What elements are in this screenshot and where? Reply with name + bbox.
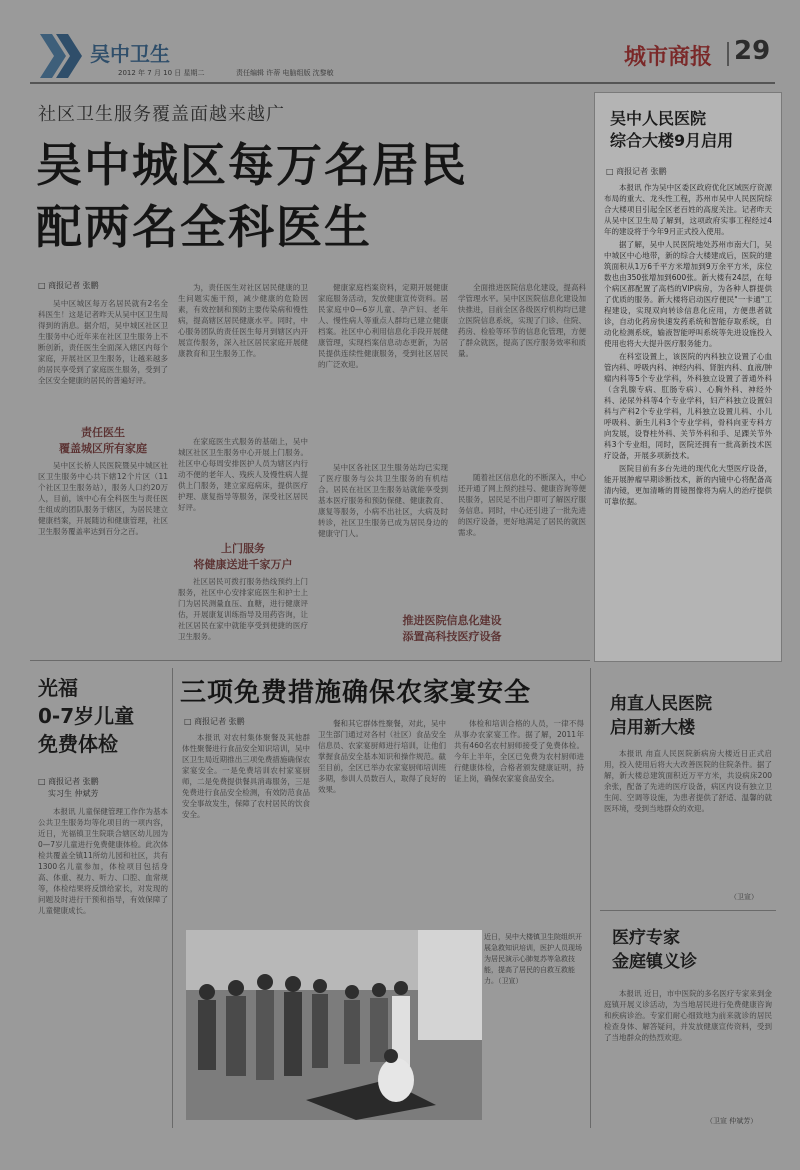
featured-text-p2: 据了解，吴中人民医院地处苏州市南大门，吴中城区中心地带，新的综合大楼建成后，医院的建筑面积从1万6千平方米增加到9万余平方米，床位数也由350张增加到600张。新大楼有24层，在每个病区都配置了高档的VIP病房，为各种人群提供了优质的服务。新大楼将启动医疗便民"一卡通"工程建设，实现双向转诊信息化应用，方便患者就诊，自动化药房快速发药系统和智能存取系统，自动化检测系统，输液智能呼叫系统等先进设施投入使用也将大大提升医疗服务能力。 bbox=[604, 240, 772, 348]
nj-col3-text: 体检和培训合格的人员，一律不得从事办农家宴工作。据了解，2011年共有460名农村厨师接受了免费体检。今年上半年，全区已免费为农村厨师进行健康体检，合格者颁发健康证明，持证上岗，确保农家宴食品安全。 bbox=[454, 719, 584, 783]
lead-subhead-2-line1: 上门服务 bbox=[221, 542, 265, 555]
lz-title-line1: 甪直人民医院 bbox=[610, 694, 712, 714]
gf-title-line1: 光福 bbox=[38, 676, 78, 700]
jt-credit: （卫宣 仲斌芳） bbox=[706, 1117, 758, 1125]
nj-col1-text: 本报讯 对农村集体聚餐及其他群体性聚餐进行食品安全知识培训，吴中区卫生局近期推出三项免费措施确保农家宴安全。一是免费培训农村家宴厨师，二是免费提供餐具消毒服务，三是免费进行食品安全检测，有效防范食品安全事故发生，保障了农村居民的饮食安全。 bbox=[182, 733, 310, 819]
featured-body bbox=[604, 182, 772, 652]
jt-title-line2: 金庭镇义诊 bbox=[612, 952, 697, 972]
page-number: 29 bbox=[734, 36, 771, 66]
gf-byline1-text: 商报记者 张鹏 bbox=[48, 777, 99, 786]
lead-headline-line2: 配两名全科医生 bbox=[36, 200, 372, 254]
lead-subhead-2-line2: 将健康送进千家万户 bbox=[193, 558, 293, 571]
nj-byline: □ 商报记者 张鹏 bbox=[184, 717, 245, 726]
featured-text-p4: 医院目前有多台先进的现代化大型医疗设备，能开展肿瘤早期诊断技术，新的内镜中心将配备高清内镜，更加清晰的胃镜图像将为病人的治疗提供可靠依据。 bbox=[604, 464, 772, 506]
lead-byline: □ 商报记者 张鹏 bbox=[38, 281, 99, 290]
lead-col4-p1 bbox=[458, 282, 586, 468]
jt-body bbox=[604, 988, 772, 1114]
lead-col2-p1 bbox=[178, 282, 308, 432]
lead-col4-text2: 随着社区信息化的不断深入，中心还开通了网上预约挂号、健康咨询等便民服务，居民足不出户即可了解医疗服务信息。同时，中心还引进了一批先进的医疗设备，更好地满足了居民的就医需求。 bbox=[458, 473, 586, 537]
lead-byline-text: 商报记者 张鹏 bbox=[48, 281, 99, 290]
photo-caption: 近日，吴中大楼镇卫生院组织开展急救知识培训，医护人员现场为居民演示心肺复苏等急救技能，提高了居民的自救互救能力。（卫宣） bbox=[484, 933, 582, 985]
lz-title-line2: 启用新大楼 bbox=[610, 718, 695, 738]
gf-byline2: 实习生 仲斌芳 bbox=[48, 789, 99, 798]
featured-byline-text: 商报记者 张鹏 bbox=[616, 167, 667, 176]
gf-byline1: □ 商报记者 张鹏 bbox=[38, 777, 99, 786]
photo-scene-icon bbox=[186, 930, 482, 1120]
lz-credit: （卫宣） bbox=[730, 893, 758, 901]
featured-text-p1: 本报讯 作为吴中区委区政府优化区域医疗资源布局的重大、龙头性工程，苏州市吴中人民医院综合大楼项目引起全区老百姓的高度关注。记者昨天从吴中区卫生局了解到，这项政府实事工程经过4年的建设将于今年9月正式投入使用。 bbox=[604, 183, 772, 236]
paper-name: 城市商报 bbox=[624, 44, 713, 70]
date-line: 2012 年 7 月 10 日 星期二 bbox=[118, 69, 205, 77]
lead-col1-p1 bbox=[38, 298, 168, 414]
editor-line: 责任编辑 许蒂 电脑组版 沈黎敏 bbox=[236, 69, 334, 77]
lead-col2-text3: 社区居民可拨打服务热线预约上门服务，社区中心安排家庭医生和护士上门为居民测量血压、血糖，进行健康评估，开展康复训练指导及用药咨询，让社区居民在家中就能享受到便捷的医疗卫生服务。 bbox=[178, 577, 308, 641]
lz-text: 本报讯 甪直人民医院新病房大楼近日正式启用，投入使用后将大大改善医院的住院条件。据了解，新大楼总建筑面积近万平方米，共设病床200余张，配备了先进的医疗设备，病区内设有独立卫生间、空调等设施，为患者提供了舒适、温馨的就医环境，受到当地群众的欢迎。 bbox=[604, 749, 772, 813]
nj-byline-text: 商报记者 张鹏 bbox=[194, 717, 245, 726]
lead-col3-text: 健康家庭档案资料，定期开展健康家庭服务活动，发放健康宣传资料。居民家庭中0—6岁儿童、孕产妇、老年人、慢性病人等重点人群均已建立健康档案。社区中心利用信息化手段开展健康管理，实现档案信息动态更新，为居民提供连续性健康服务，受到社区居民的广泛欢迎。 bbox=[318, 283, 448, 369]
lead-col3-p2 bbox=[318, 462, 448, 612]
nj-col1 bbox=[182, 732, 310, 918]
featured-text-p3: 在科室设置上，该医院的内科独立设置了心血管内科、呼吸内科、神经内科、肾脏内科、血液/肿瘤内科等5个专业学科，外科独立设置了普通外科（含乳腺专病、肛肠专病）、心胸外科、神经外科、泌尿外科等4个专业学科，妇产科独立设置妇科与产科2个专业学科，儿科独立设置儿科、小儿呼吸科、新生儿科3个专业学科，骨科向亚专科方向发展，设脊柱外科、关节外科和手、足踝关节外科3个专业组，同时，医院还拥有一批高新技术医疗设备，开展多项新技术。 bbox=[604, 352, 772, 460]
lead-subhead-1-line2: 覆盖城区所有家庭 bbox=[59, 442, 147, 455]
lead-col4-text: 全面推进医院信息化建设，提高科学管理水平。吴中区医院信息化建设加快推进，目前全区各级医疗机构均已建立医院信息系统，实现了门诊、住院、药房、检验等环节的信息化管理，方便了群众就医，提高了医疗服务效率和质量。 bbox=[458, 283, 586, 358]
lead-subhead-3-line1: 推进医院信息化建设 bbox=[402, 614, 502, 627]
nj-col3 bbox=[454, 718, 584, 918]
lead-col2-p2 bbox=[178, 436, 308, 532]
lead-subhead-1-line1: 责任医生 bbox=[81, 426, 125, 439]
lead-col2-p3 bbox=[178, 576, 308, 641]
featured-byline: □ 商报记者 张鹏 bbox=[606, 167, 667, 176]
jt-text: 本报讯 近日，市中医院的多名医疗专家来到金庭镇开展义诊活动，为当地居民进行免费健康咨询和疾病诊治。专家们耐心细致地为前来就诊的居民检查身体、解答疑问，并发放健康宣传资料，受到了当地群众的热烈欢迎。 bbox=[604, 989, 772, 1042]
lead-col2-text2: 在家庭医生式服务的基础上，吴中城区社区卫生服务中心开展上门服务。社区中心每周安排医护人员为辖区内行动不便的老年人、残疾人及慢性病人提供上门服务，建立家庭病床，提供医疗护理、康复指导等服务，深受社区居民好评。 bbox=[178, 437, 308, 512]
gf-text: 本报讯 儿童保健管理工作作为基本公共卫生服务均等化项目的一项内容，近日，光福镇卫生院联合辖区幼儿园为0—7岁儿童进行免费健康体检。此次体检共覆盖全镇11所幼儿园和社区，共有1300名儿童参加，体检项目包括身高、体重、视力、听力、口腔、血常规等，体检结果将反馈给家长，对发现的问题及时进行干预和指导，有效保障了儿童健康成长。 bbox=[38, 807, 168, 915]
news-photo bbox=[186, 930, 482, 1120]
lead-kicker: 社区卫生服务覆盖面越来越广 bbox=[38, 104, 285, 125]
lead-col1-p2 bbox=[38, 460, 168, 628]
gf-title-line3: 免费体检 bbox=[38, 732, 118, 756]
lead-subhead-3-line2: 添置高科技医疗设备 bbox=[402, 630, 502, 643]
lz-body bbox=[604, 748, 772, 888]
gf-title-line2: 0-7岁儿童 bbox=[38, 704, 135, 728]
nj-col2 bbox=[318, 718, 446, 918]
nj-headline: 三项免费措施确保农家宴安全 bbox=[180, 678, 532, 708]
lead-col2-text: 为，责任医生对社区居民健康的卫生问题实施干预，减少健康的危险因素，有效控制和预防主要传染病和慢性病，提高辖区居民健康水平。同时，中心服务团队的责任医生每月到辖区内开展宣传服务，深入社区居民家庭开展健康教育和卫生服务工作。 bbox=[178, 283, 308, 358]
lead-col1-text2: 吴中区长桥人民医院暨吴中城区社区卫生服务中心共下辖12个片区（11个社区卫生服务站），服务人口约20万人，目前，该中心有全科医生与责任医生组成的团队服务于辖区，为居民建立健康档案，开展随访和健康管理，社区卫生服务覆盖率达到百分之百。 bbox=[38, 461, 168, 536]
lead-col1-text: 吴中区城区每万名居民就有2名全科医生！这是记者昨天从吴中区卫生局得到的消息。据介绍，吴中城区社区卫生服务中心近年来在社区卫生服务上不断创新，责任医生全面深入辖区内每个家庭，开展社区卫生服务，让越来越多的居民享受到了家庭医生服务，受到了全区安全健康的居民的普遍好评。 bbox=[38, 299, 168, 385]
nj-col2-text: 餐和其它群体性聚餐，对此，吴中卫生部门通过对各村（社区）食品安全信息员、农家宴厨师进行培训，让他们掌握食品安全基本知识和操作规范。截至目前，全区已举办农家宴厨师培训班多期，参训人员数百人，取得了良好的效果。 bbox=[318, 719, 446, 794]
lead-col3-p1 bbox=[318, 282, 448, 458]
jt-title-line1: 医疗专家 bbox=[612, 928, 680, 948]
lead-headline-line1: 吴中城区每万名居民 bbox=[36, 138, 468, 192]
chevron-logo-icon bbox=[38, 32, 84, 80]
featured-title-line1: 吴中人民医院 bbox=[610, 109, 707, 128]
section-title: 吴中卫生 bbox=[90, 42, 170, 66]
gf-body bbox=[38, 806, 168, 1126]
lead-col3-text2: 吴中区各社区卫生服务站均已实现了医疗服务与公共卫生服务的有机结合。居民在社区卫生服务站就能享受到基本医疗服务和预防保健、健康教育、康复等服务，小病不出社区，大病及时转诊，社区卫生服务已成为居民身边的健康守门人。 bbox=[318, 463, 448, 538]
featured-title-line2: 综合大楼9月启用 bbox=[610, 131, 734, 150]
lead-col4-p2 bbox=[458, 472, 586, 602]
